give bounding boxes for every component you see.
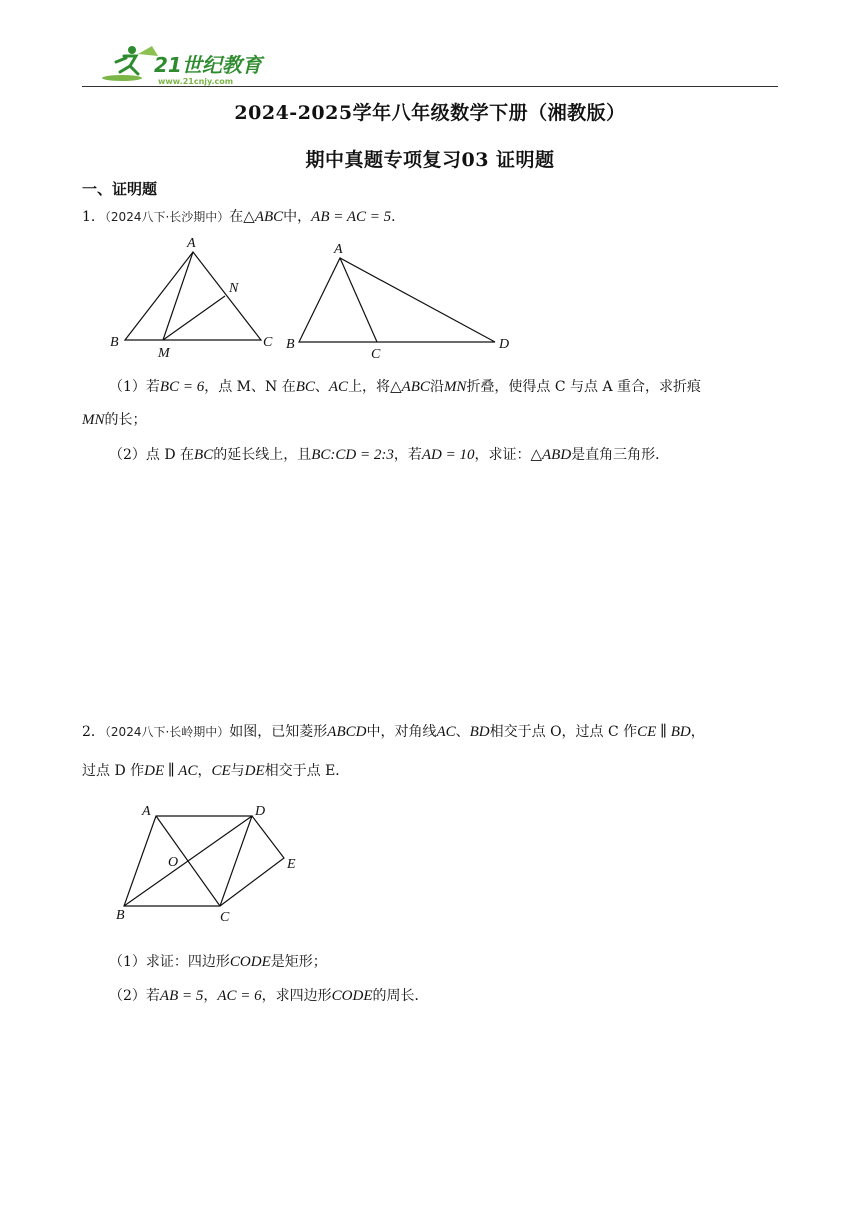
fig1-label-b: B bbox=[110, 335, 119, 350]
fig-label-b: B bbox=[116, 908, 125, 923]
fig2-label-b: B bbox=[286, 337, 295, 352]
q1-part1-line1: （1）若BC = 6，点 M、N 在BC、AC上，将△ABC沿MN折叠，使得点 C 与点 A 重合，求折痕 bbox=[109, 379, 702, 395]
q1-figure-2 bbox=[283, 242, 523, 362]
q1-part2: （2）点 D 在BC的延长线上，且BC:CD = 2:3，若AD = 10，求证：△ABD是直角三角形． bbox=[109, 447, 670, 463]
segment-ac bbox=[340, 258, 377, 342]
segment-mn bbox=[163, 296, 225, 340]
q1-source: （2024八下·长沙期中） bbox=[104, 210, 230, 224]
q2-part2: （2）若AB = 5，AC = 6，求四边形CODE的周长． bbox=[109, 988, 429, 1004]
page-subtitle: 期中真题专项复习03 证明题 bbox=[305, 149, 555, 171]
fig2-label-c: C bbox=[371, 347, 381, 362]
logo-subtext: www.21cnjy.com bbox=[158, 77, 234, 86]
segment-am bbox=[163, 252, 193, 340]
triangle-abc bbox=[125, 252, 261, 340]
q2-source: （2024八下·长岭期中） bbox=[104, 725, 230, 739]
q1-number: 1． bbox=[82, 209, 105, 225]
fig-label-c: C bbox=[220, 910, 230, 925]
logo-text: 21世纪教育 bbox=[154, 53, 262, 77]
runner-icon bbox=[128, 46, 136, 54]
fig-label-a: A bbox=[142, 804, 151, 819]
q2-stem-line1: 2．（2024八下·长岭期中）如图，已知菱形ABCD中，对角线AC、BD相交于点 O，过点 C 作CE ∥ BD， bbox=[82, 724, 705, 740]
segments-de-ce bbox=[220, 816, 284, 906]
fig1-label-m: M bbox=[158, 346, 170, 360]
q1-stem: 1．（2024八下·长沙期中）在△ABC中，AB = AC = 5． bbox=[82, 209, 406, 225]
fig2-label-a: A bbox=[334, 242, 343, 257]
diagonal-bd bbox=[124, 816, 252, 906]
fig1-label-n: N bbox=[229, 281, 239, 296]
q2-stem-line2: 过点 D 作DE ∥ AC，CE与DE相交于点 E． bbox=[82, 763, 350, 779]
fig-label-d: D bbox=[255, 804, 266, 819]
section-heading: 一、证明题 bbox=[82, 180, 158, 198]
q1-part1-line2: MN的长； bbox=[82, 412, 147, 428]
fig-label-o: O bbox=[168, 855, 179, 870]
header-rule bbox=[82, 86, 778, 87]
q2-number: 2． bbox=[82, 724, 105, 740]
page-title: 2024-2025学年八年级数学下册（湘教版） bbox=[234, 102, 626, 124]
q2-figure bbox=[108, 796, 308, 926]
fig1-label-a: A bbox=[187, 236, 196, 251]
fig2-label-d: D bbox=[499, 337, 510, 352]
triangle-abd bbox=[299, 258, 495, 342]
q1-figure-1 bbox=[105, 230, 285, 360]
fig-label-e: E bbox=[287, 857, 296, 872]
q2-part1: （1）求证：四边形CODE是矩形； bbox=[109, 954, 327, 970]
fig1-label-c: C bbox=[263, 335, 273, 350]
site-logo bbox=[102, 42, 272, 86]
